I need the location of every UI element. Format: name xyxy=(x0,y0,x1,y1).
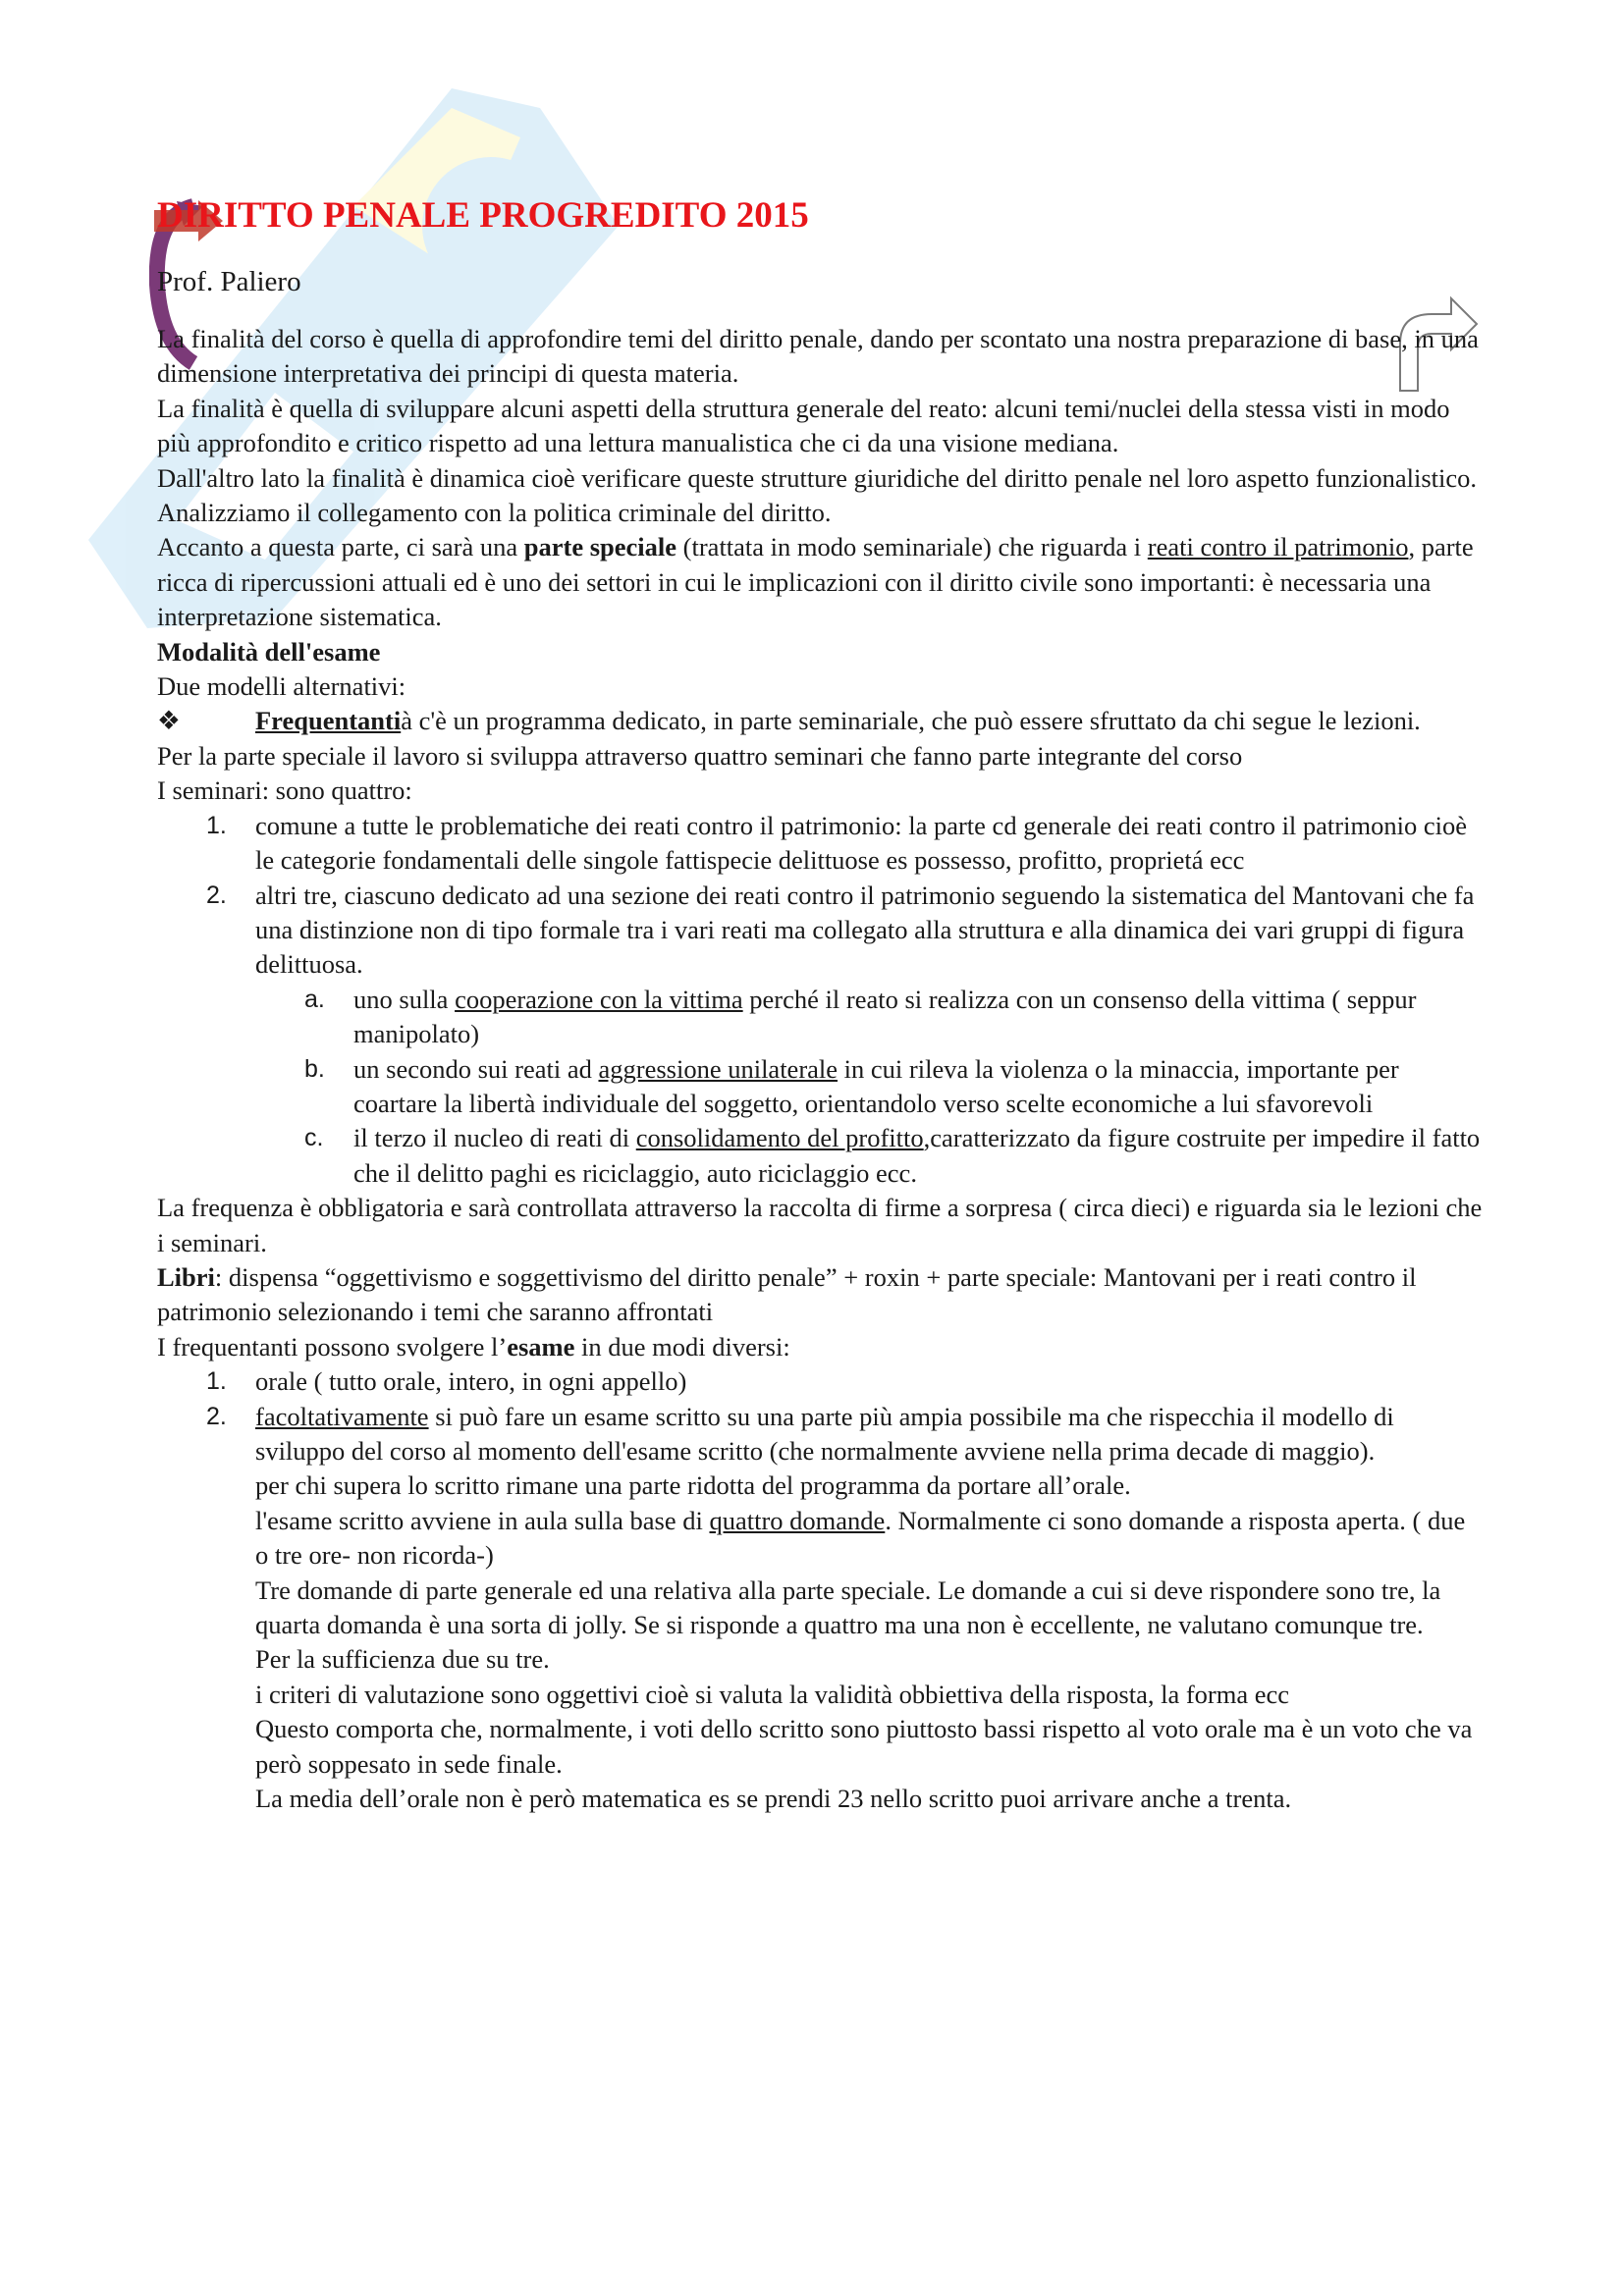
frequentanti-item: ❖ Frequentantià c'è un programma dedicato, in parte seminariale, che può essere sfruttato da chi segue le lezioni. xyxy=(157,704,1483,738)
exam-heading: Modalità dell'esame xyxy=(157,636,381,667)
books-paragraph: Libri: dispensa “oggettivismo e soggettivismo del diritto penale” + roxin + parte speciale: Mantovani per i reati contro il patrimonio selezionando i temi che saranno affrontati xyxy=(157,1261,1417,1327)
exam-modes-paragraph: I frequentanti possono svolgere l’esame in due modi diversi: xyxy=(157,1331,790,1362)
attendance-paragraph: La frequenza è obbligatoria e sarà controllata attraverso la raccolta di firme a sorpresa ( circa dieci) e riguarda sia le lezioni che i seminari. xyxy=(157,1193,1483,1257)
list-item: a. uno sulla cooperazione con la vittima perché il reato si realizza con un consenso della vittima ( seppur manipolato) xyxy=(304,984,1417,1049)
seminar-list xyxy=(157,809,1483,1191)
special-part-paragraph: Accanto a questa parte, ci sarà una parte speciale (trattata in modo seminariale) che riguarda i reati contro il patrimonio, parte ricca di ripercussioni attuali ed è uno dei settori in cui le implicazioni con il diritto civile sono importanti: è necessaria una interpretazione sistematica. xyxy=(157,532,1474,632)
list-item: 1. comune a tutte le problematiche dei reati contro il patrimonio: la parte cd generale dei reati contro il patrimonio cioè le categorie fondamentali delle singole fattispecie delittuose es possesso, profitto, proprietá ecc xyxy=(206,810,1467,876)
seminars-text: Per la parte speciale il lavoro si sviluppa attraverso quattro seminari che fanno parte integrante del corso xyxy=(157,740,1243,771)
document-body xyxy=(157,192,1483,1816)
list-item: b. un secondo sui reati ad aggressione unilaterale in cui rileva la violenza o la minaccia, importante per coartare la libertà individuale del soggetto, orientandolo verso scelte economiche a lui sfavorevoli xyxy=(304,1053,1399,1118)
seminars-count: I seminari: sono quattro: xyxy=(157,775,412,806)
list-item: 2. facoltativamente si può fare un esame scritto su una parte più ampia possibile ma che rispecchia il modello di sviluppo del corso al momento dell'esame scritto (che normalmente avviene nella prima decade di maggio). per chi supera lo scritto rimane una parte ridotta del programma da portare all’orale. l'esame scritto avviene in aula sulla base di quattro domande. Normalmente ci sono domande a risposta aperta. ( due o tre ore- non ricorda-) Tre domande di parte generale ed una relativa alla parte speciale. Le domande a cui si deve rispondere sono tre, la quarta domanda è una sorta di jolly. Se si risponde a quattro ma una non è eccellente, ne valutano comunque tre. Per la sufficienza due su tre. i criteri di valutazione sono oggettivi cioè si valuta la validità obbiettiva della risposta, la forma ecc Questo comporta che, normalmente, i voti dello scritto sono piuttosto bassi rispetto al voto orale ma è un voto che va però soppesato in sede finale. La media dell’orale non è però matematica es se prendi 23 nello scritto puoi arrivare anche a trenta. xyxy=(206,1401,1473,1814)
diamond-bullet-icon: ❖ xyxy=(157,706,181,736)
intro-paragraph: La finalità del corso è quella di approfondire temi del diritto penale, dando per scontato una nostra preparazione di base, in una dimensione interpretativa dei principi di questa materia. xyxy=(157,324,1479,389)
models-intro: Due modelli alternativi: xyxy=(157,671,406,702)
list-item: 2. altri tre, ciascuno dedicato ad una sezione dei reati contro il patrimonio seguendo la sistematica del Mantovani che fa una distinzione non di tipo formale tra i vari reati ma collegato alla struttura e alla dinamica dei vari gruppi di figura delittuosa. a. uno sulla cooperazione con la vittima perché il reato si realizza con un consenso della vittima ( seppur manipolato) b. un secondo sui reati ad aggressione unilaterale in cui rileva la violenza o la minaccia, importante per coartare la libertà individuale del soggetto, orientandolo verso scelte economiche a lui sfavorevoli c. il terzo il nucleo di reati di consolidamento del profitto,caratterizzato da figure costruite per impedire il fatto che il delitto paghi es riciclaggio, auto riciclaggio ecc. xyxy=(157,879,1483,1192)
special-part-link: reati contro il patrimonio xyxy=(1147,532,1409,562)
exam-modes-list xyxy=(157,1364,1483,1816)
list-item: c. il terzo il nucleo di reati di consolidamento del profitto,caratterizzato da figure costruite per impedire il fatto che il delitto paghi es riciclaggio, auto riciclaggio ecc. xyxy=(304,1123,1481,1188)
page-title: DIRITTO PENALE PROGREDITO 2015 xyxy=(157,195,809,236)
intro-paragraph: Analizziamo il collegamento con la politica criminale del diritto. xyxy=(157,498,832,528)
list-item: 1. orale ( tutto orale, intero, in ogni appello) xyxy=(206,1366,687,1397)
intro-paragraph: Dall'altro lato la finalità è dinamica cioè verificare queste strutture giuridiche del diritto penale nel loro aspetto funzionalistico. xyxy=(157,462,1477,493)
professor-name: Prof. Paliero xyxy=(157,266,301,297)
subseminar-list xyxy=(255,983,1483,1191)
intro-paragraph: La finalità è quella di sviluppare alcuni aspetti della struttura generale del reato: alcuni temi/nuclei della stessa visti in modo più approfondito e critico rispetto ad una lettura manualistica che ci da una visione mediana. xyxy=(157,393,1450,458)
